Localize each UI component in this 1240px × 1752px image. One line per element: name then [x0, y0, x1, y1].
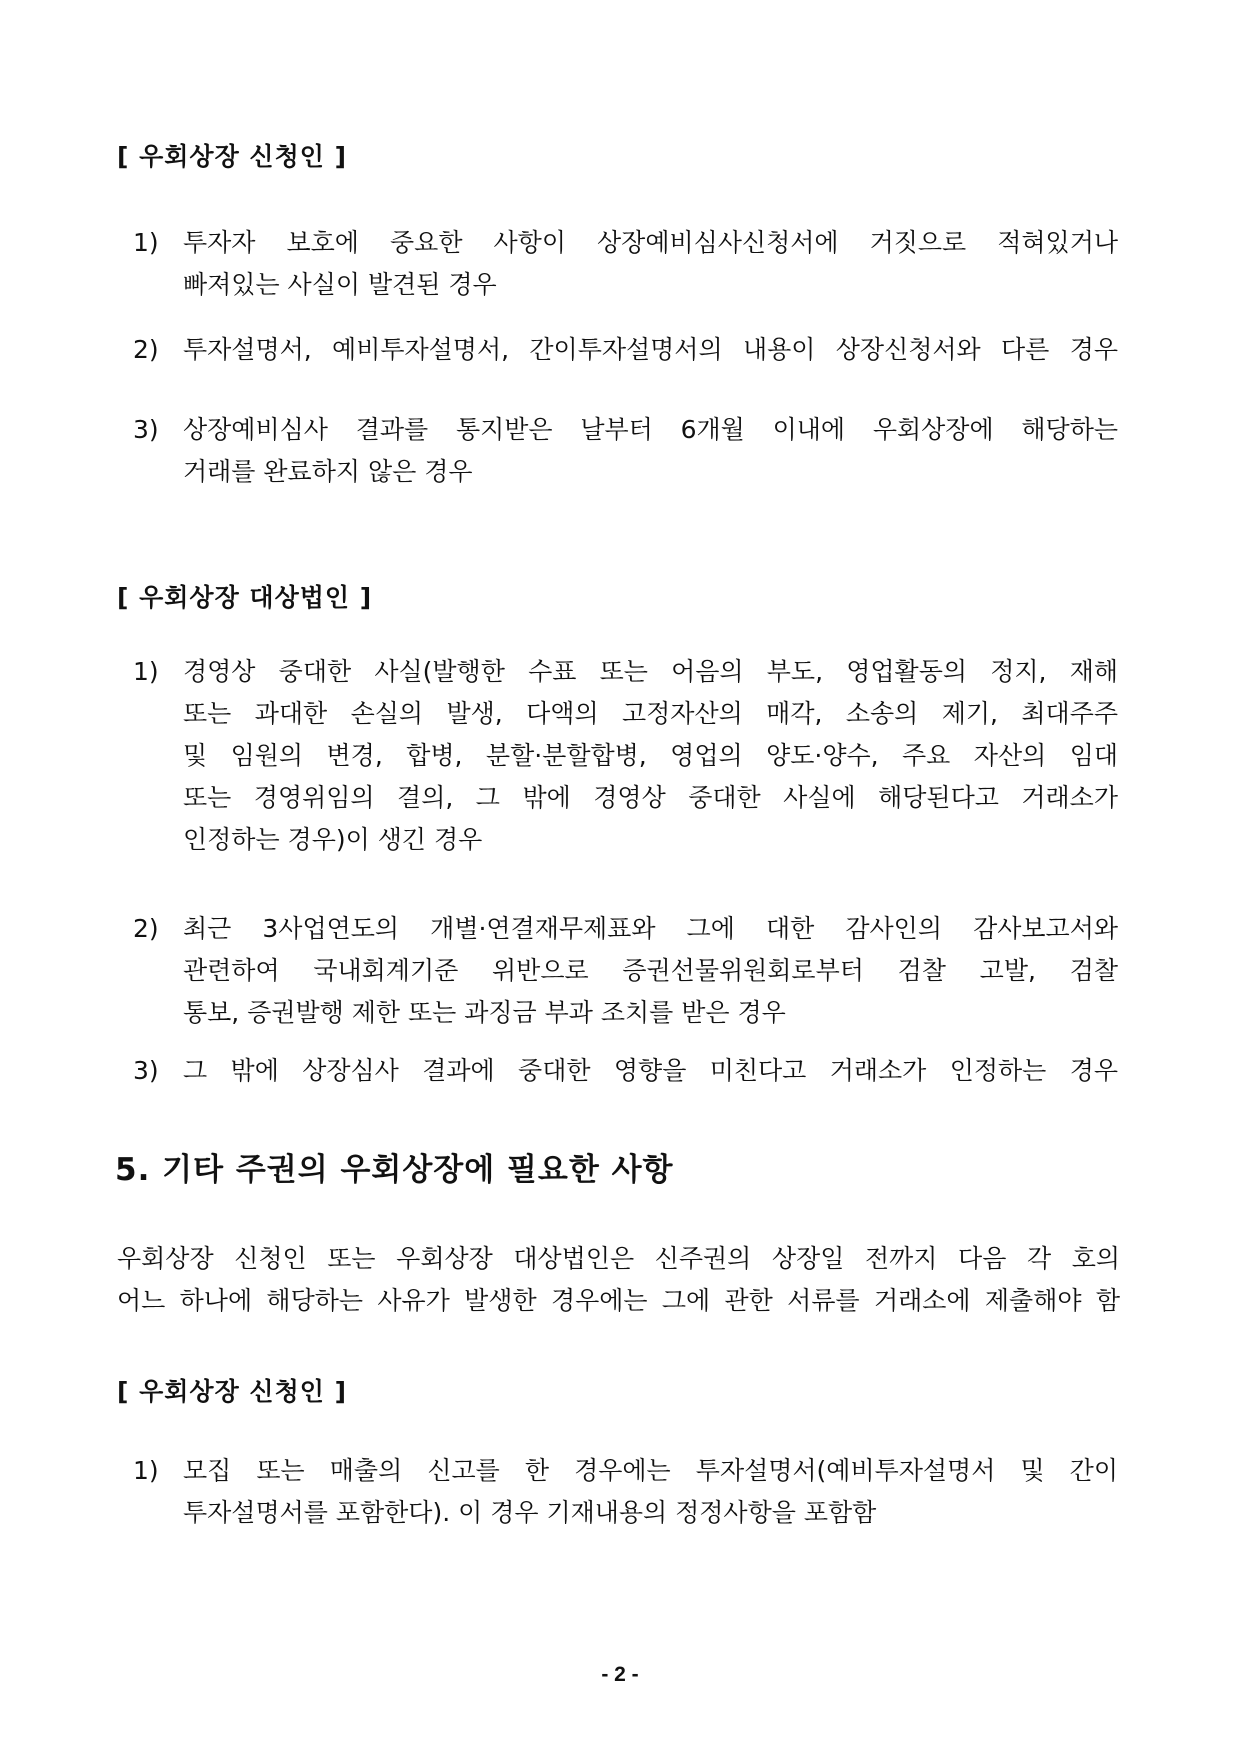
item-number: 1) [133, 657, 159, 686]
item-number: 1) [133, 1456, 159, 1485]
subheading-applicant: [ 우회상장 신청인 ] [117, 142, 348, 171]
paragraph-line: 어느 하나에 해당하는 사유가 발생한 경우에는 그에 관한 서류를 거래소에 제출해야 함 [117, 1286, 1120, 1315]
intro-paragraph [117, 1238, 1120, 1322]
item-text-line: 경영상 중대한 사실(발행한 수표 또는 어음의 부도, 영업활동의 정지, 재해 [183, 657, 1118, 686]
subheading-target-corp: [ 우회상장 대상법인 ] [117, 583, 373, 612]
item-number: 1) [133, 228, 159, 257]
list-item [133, 908, 1118, 1034]
item-text-line: 또는 경영위임의 결의, 그 밖에 경영상 중대한 사실에 해당된다고 거래소가 [183, 783, 1118, 812]
item-text-line: 투자설명서, 예비투자설명서, 간이투자설명서의 내용이 상장신청서와 다른 경우 [183, 335, 1118, 364]
list-item [133, 409, 1118, 493]
subheading-applicant-2: [ 우회상장 신청인 ] [117, 1377, 348, 1406]
list-item [133, 651, 1118, 861]
item-number: 3) [133, 415, 159, 444]
item-text-line: 그 밖에 상장심사 결과에 중대한 영향을 미친다고 거래소가 인정하는 경우 [183, 1056, 1118, 1085]
item-text-line: 모집 또는 매출의 신고를 한 경우에는 투자설명서(예비투자설명서 및 간이 [183, 1456, 1118, 1485]
list-item [133, 1050, 1118, 1092]
item-number: 2) [133, 914, 159, 943]
item-text-line: 인정하는 경우)이 생긴 경우 [183, 825, 483, 854]
item-text-line: 및 임원의 변경, 합병, 분할·분할합병, 영업의 양도·양수, 주요 자산의 임대 [183, 741, 1118, 770]
item-text-line: 거래를 완료하지 않은 경우 [183, 457, 473, 486]
list-item [133, 329, 1118, 371]
item-text-line: 통보, 증권발행 제한 또는 과징금 부과 조치를 받은 경우 [183, 998, 786, 1027]
item-text-line: 투자설명서를 포함한다). 이 경우 기재내용의 정정사항을 포함함 [183, 1498, 877, 1527]
page-number: - 2 - [601, 1663, 639, 1686]
list-item [133, 1450, 1118, 1534]
item-text-line: 또는 과대한 손실의 발생, 다액의 고정자산의 매각, 소송의 제기, 최대주주 [183, 699, 1118, 728]
item-number: 2) [133, 335, 159, 364]
item-number: 3) [133, 1056, 159, 1085]
item-text-line: 최근 3사업연도의 개별·연결재무제표와 그에 대한 감사인의 감사보고서와 [183, 914, 1118, 943]
section-heading-5: 5. 기타 주권의 우회상장에 필요한 사항 [115, 1152, 674, 1188]
paragraph-line: 우회상장 신청인 또는 우회상장 대상법인은 신주권의 상장일 전까지 다음 각 호의 [117, 1244, 1120, 1273]
item-text-line: 빠져있는 사실이 발견된 경우 [183, 270, 497, 299]
item-text-line: 관련하여 국내회계기준 위반으로 증권선물위원회로부터 검찰 고발, 검찰 [183, 956, 1118, 985]
item-text-line: 투자자 보호에 중요한 사항이 상장예비심사신청서에 거짓으로 적혀있거나 [183, 228, 1118, 257]
list-item [133, 222, 1118, 306]
item-text-line: 상장예비심사 결과를 통지받은 날부터 6개월 이내에 우회상장에 해당하는 [183, 415, 1118, 444]
